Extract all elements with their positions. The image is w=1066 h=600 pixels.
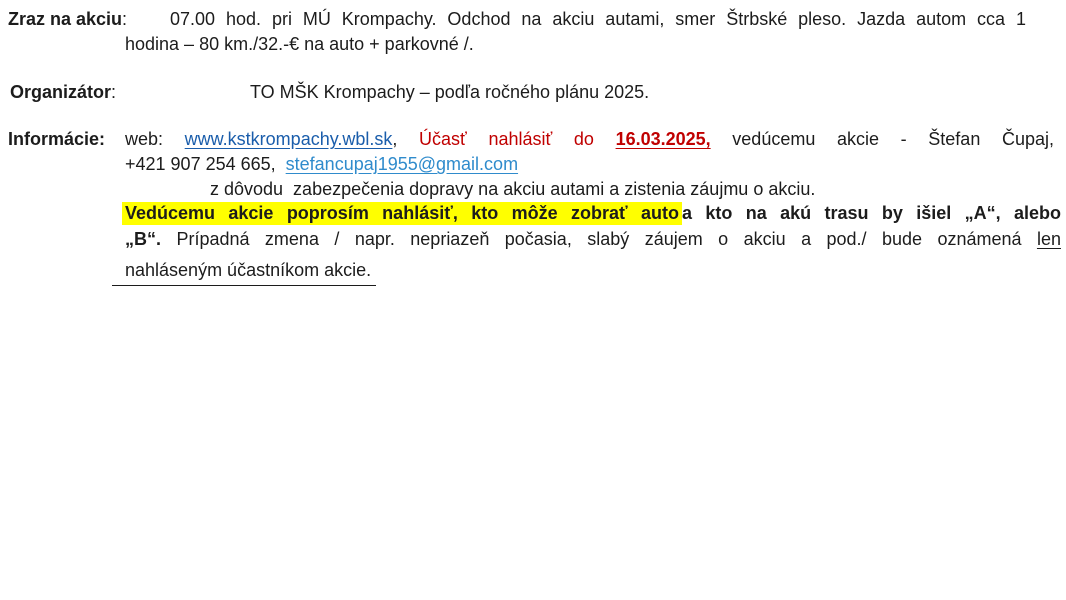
underlined-len: len xyxy=(1036,229,1061,249)
red-notice-text: Účasť nahlásiť do xyxy=(419,129,616,149)
bold-after-highlight: a kto na akú trasu by išiel „A“, alebo xyxy=(681,203,1061,223)
zraz-label-text: Zraz na akciu xyxy=(8,9,123,29)
web-prefix: web: xyxy=(125,129,185,149)
zraz-line-1: 07.00 hod. pri MÚ Krompachy. Odchod na akciu autami, smer Štrbské pleso. Jazda autom cca 1 xyxy=(170,9,1026,29)
phone-number: +421 907 254 665, xyxy=(125,154,286,174)
informacie-line-5 xyxy=(125,228,1061,251)
deadline-date: 16.03.2025, xyxy=(615,129,711,149)
underlined-closing-text: nahláseným účastníkom akcie. xyxy=(112,259,376,286)
after-link-text: , xyxy=(392,129,420,149)
organizator-label-text: Organizátor xyxy=(10,82,112,102)
zraz-label xyxy=(8,8,127,31)
after-date-text: vedúcemu akcie - Štefan Čupaj, xyxy=(710,129,1055,149)
email-hyperlink[interactable]: stefancupaj1955@gmail.com xyxy=(285,154,519,174)
web-hyperlink[interactable]: www.kstkrompachy.wbl.sk xyxy=(184,129,393,149)
informacie-line-2 xyxy=(125,153,518,176)
informacie-line-1 xyxy=(125,128,1054,151)
route-b-label: „B“. xyxy=(125,229,177,249)
organizator-label xyxy=(10,81,116,104)
informacie-label: Informácie: xyxy=(8,129,106,149)
change-notice-text: Prípadná zmena / napr. nepriazeň počasia, slabý záujem o akciu a pod./ bude oznámená xyxy=(176,229,1037,249)
zraz-label-colon: : xyxy=(122,9,128,29)
zraz-line-2: hodina – 80 km./32.-€ na auto + parkovné /. xyxy=(125,34,474,54)
organizator-label-colon: : xyxy=(111,82,117,102)
informacie-line-4 xyxy=(125,202,1061,225)
organizator-text: TO MŠK Krompachy – podľa ročného plánu 2025. xyxy=(250,82,650,102)
highlighted-notice: Vedúcemu akcie poprosím nahlásiť, kto môže zobrať auto xyxy=(122,202,682,225)
informacie-line-6 xyxy=(112,259,376,286)
informacie-reason: z dôvodu zabezpečenia dopravy na akciu autami a zistenia záujmu o akciu. xyxy=(210,179,816,199)
